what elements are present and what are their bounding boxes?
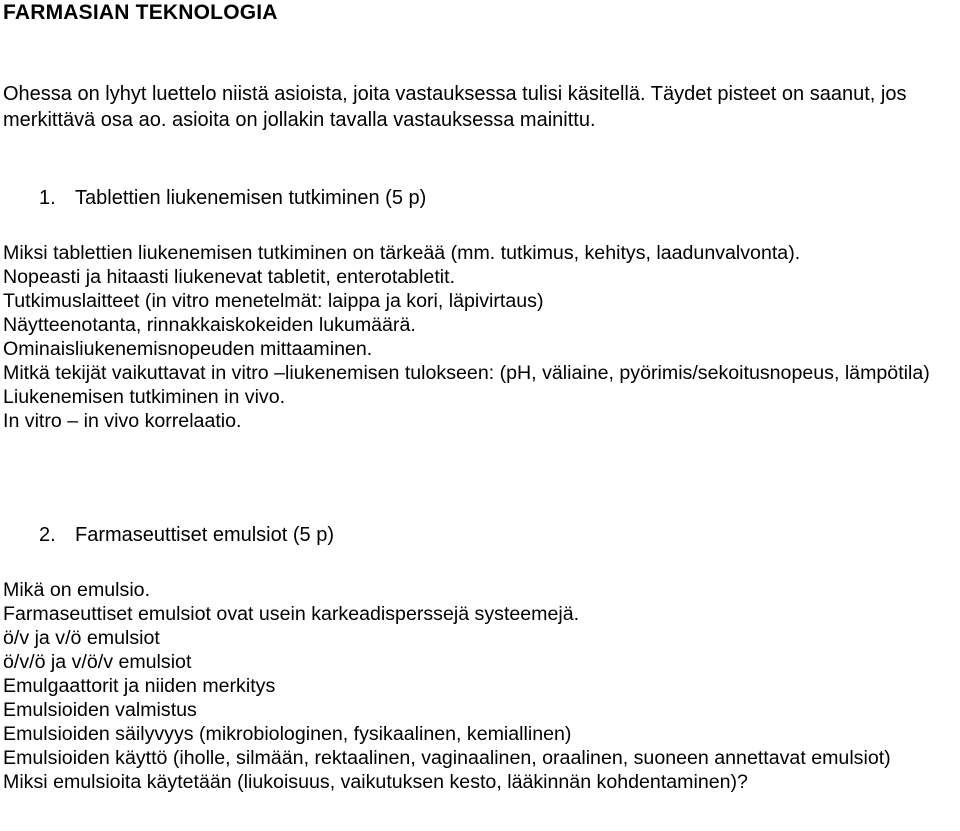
list-item: Tutkimuslaitteet (in vitro menetelmät: laippa ja kori, läpivirtaus) — [3, 290, 544, 312]
section-lines-tablets — [3, 241, 958, 433]
list-item: Miksi emulsioita käytetään (liukoisuus, vaikutuksen kesto, lääkinnän kohdentaminen)? — [3, 771, 748, 793]
list-item: In vitro – in vivo korrelaatio. — [3, 410, 242, 432]
section-title: Farmaseuttiset emulsiot (5 p) — [75, 524, 334, 546]
list-item: Emulsioiden valmistus — [3, 699, 197, 721]
section-number: 2. — [39, 524, 56, 546]
list-item: Ominaisliukenemisnopeuden mittaaminen. — [3, 338, 373, 360]
list-item: Liukenemisen tutkiminen in vivo. — [3, 386, 286, 408]
list-item: Miksi tablettien liukenemisen tutkiminen on tärkeää (mm. tutkimus, kehitys, laadunvalvonta). — [3, 242, 801, 264]
list-item: Emulsioiden säilyvyys (mikrobiologinen, fysikaalinen, kemiallinen) — [3, 723, 572, 745]
list-item: Emulgaattorit ja niiden merkitys — [3, 675, 276, 697]
section-lines-emulsions — [3, 578, 958, 794]
list-item: Farmaseuttiset emulsiot ovat usein karkeadisperssejä systeemejä. — [3, 603, 580, 625]
section-title: Tablettien liukenemisen tutkiminen (5 p) — [75, 187, 427, 209]
list-item: Emulsioiden käyttö (iholle, silmään, rektaalinen, vaginaalinen, oraalinen, suoneen annettavat emulsiot) — [3, 747, 891, 769]
list-item: Näytteenotanta, rinnakkaiskokeiden lukumäärä. — [3, 314, 416, 336]
section-number: 1. — [39, 187, 56, 209]
section-heading-emulsions — [39, 523, 334, 547]
list-item: Mitkä tekijät vaikuttavat in vitro –liukenemisen tulokseen: (pH, väliaine, pyörimis/sekoitusnopeus, lämpötila) — [3, 362, 930, 384]
list-item: Nopeasti ja hitaasti liukenevat tabletit, enterotabletit. — [3, 266, 456, 288]
intro-paragraph: Ohessa on lyhyt luettelo niistä asioista, joita vastauksessa tulisi käsitellä. Täydet pisteet on saanut, jos merkittävä osa ao. asioita on jollakin tavalla vastauksessa mainittu. — [3, 83, 907, 131]
list-item: ö/v ja v/ö emulsiot — [3, 627, 160, 649]
list-item: ö/v/ö ja v/ö/v emulsiot — [3, 651, 192, 673]
document-title: FARMASIAN TEKNOLOGIA — [3, 1, 278, 24]
list-item: Mikä on emulsio. — [3, 579, 151, 601]
section-heading-tablets — [39, 186, 426, 210]
